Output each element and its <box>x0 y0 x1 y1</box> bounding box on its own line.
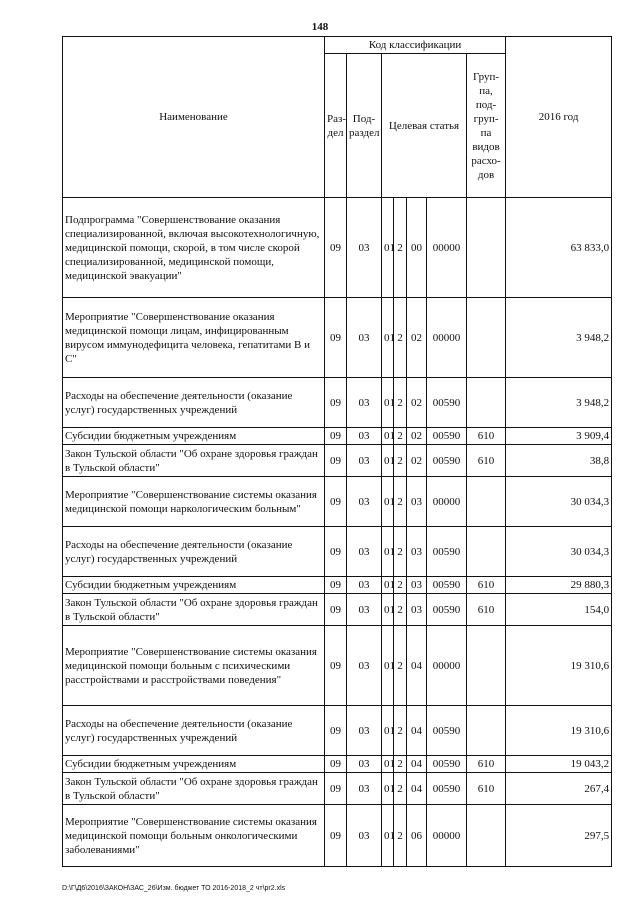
cell-cs3: 04 <box>407 756 427 773</box>
cell-vr <box>467 198 506 298</box>
cell-vr: 610 <box>467 445 506 477</box>
cell-name: Закон Тульской области "Об охране здоровья граждан в Тульской области" <box>63 445 325 477</box>
cell-razdel: 09 <box>325 706 347 756</box>
cell-cs2: 2 <box>394 773 407 805</box>
header-section: Раз-дел <box>325 54 347 198</box>
cell-podrazdel: 03 <box>347 626 382 706</box>
cell-cs4: 00590 <box>427 527 467 577</box>
cell-amount: 63 833,0 <box>506 198 612 298</box>
table-row <box>63 477 612 527</box>
cell-cs2: 2 <box>394 594 407 626</box>
table-header <box>63 37 612 198</box>
cell-cs2: 2 <box>394 445 407 477</box>
header-year: 2016 год <box>506 37 612 198</box>
table-row <box>63 805 612 867</box>
cell-cs2: 2 <box>394 198 407 298</box>
cell-cs4: 00000 <box>427 477 467 527</box>
cell-cs3: 02 <box>407 445 427 477</box>
cell-name: Субсидии бюджетным учреждениям <box>63 428 325 445</box>
cell-cs1: 01 <box>382 477 394 527</box>
cell-amount: 267,4 <box>506 773 612 805</box>
cell-cs2: 2 <box>394 756 407 773</box>
cell-cs1: 01 <box>382 577 394 594</box>
cell-cs1: 01 <box>382 445 394 477</box>
cell-cs2: 2 <box>394 805 407 867</box>
cell-cs1: 01 <box>382 298 394 378</box>
cell-razdel: 09 <box>325 298 347 378</box>
cell-cs2: 2 <box>394 706 407 756</box>
cell-vr: 610 <box>467 577 506 594</box>
cell-cs1: 01 <box>382 805 394 867</box>
table-row <box>63 756 612 773</box>
cell-podrazdel: 03 <box>347 756 382 773</box>
cell-vr <box>467 626 506 706</box>
cell-razdel: 09 <box>325 626 347 706</box>
cell-razdel: 09 <box>325 594 347 626</box>
cell-cs1: 01 <box>382 626 394 706</box>
cell-cs2: 2 <box>394 378 407 428</box>
cell-cs2: 2 <box>394 527 407 577</box>
cell-name: Мероприятие "Совершенствование системы оказания медицинской помощи больным с психическими расстройствами и расстройствами поведения" <box>63 626 325 706</box>
header-group: Груп-па, под-груп-па видов расхо-дов <box>467 54 506 198</box>
budget-table <box>62 36 612 867</box>
cell-amount: 3 909,4 <box>506 428 612 445</box>
cell-name: Расходы на обеспечение деятельности (оказание услуг) государственных учреждений <box>63 378 325 428</box>
cell-cs4: 00590 <box>427 378 467 428</box>
cell-razdel: 09 <box>325 445 347 477</box>
cell-cs3: 03 <box>407 527 427 577</box>
cell-podrazdel: 03 <box>347 527 382 577</box>
table-row <box>63 577 612 594</box>
cell-cs3: 03 <box>407 477 427 527</box>
cell-cs1: 01 <box>382 756 394 773</box>
cell-vr <box>467 477 506 527</box>
cell-name: Закон Тульской области "Об охране здоровья граждан в Тульской области" <box>63 594 325 626</box>
cell-razdel: 09 <box>325 527 347 577</box>
cell-vr <box>467 298 506 378</box>
cell-vr <box>467 527 506 577</box>
table-row <box>63 445 612 477</box>
cell-cs1: 01 <box>382 428 394 445</box>
cell-amount: 29 880,3 <box>506 577 612 594</box>
cell-cs3: 02 <box>407 298 427 378</box>
cell-name: Закон Тульской области "Об охране здоровья граждан в Тульской области" <box>63 773 325 805</box>
cell-cs2: 2 <box>394 626 407 706</box>
cell-name: Субсидии бюджетным учреждениям <box>63 577 325 594</box>
cell-name: Мероприятие "Совершенствование системы оказания медицинской помощи больным онкологическими заболеваниями" <box>63 805 325 867</box>
cell-podrazdel: 03 <box>347 594 382 626</box>
cell-razdel: 09 <box>325 805 347 867</box>
cell-cs1: 01 <box>382 773 394 805</box>
cell-cs4: 00590 <box>427 428 467 445</box>
cell-name: Субсидии бюджетным учреждениям <box>63 756 325 773</box>
cell-cs3: 00 <box>407 198 427 298</box>
cell-podrazdel: 03 <box>347 378 382 428</box>
cell-podrazdel: 03 <box>347 298 382 378</box>
cell-podrazdel: 03 <box>347 805 382 867</box>
cell-podrazdel: 03 <box>347 428 382 445</box>
cell-amount: 3 948,2 <box>506 378 612 428</box>
cell-razdel: 09 <box>325 198 347 298</box>
cell-vr <box>467 706 506 756</box>
cell-cs4: 00000 <box>427 298 467 378</box>
cell-cs4: 00000 <box>427 626 467 706</box>
cell-vr <box>467 378 506 428</box>
cell-name: Расходы на обеспечение деятельности (оказание услуг) государственных учреждений <box>63 527 325 577</box>
file-path-footer: D:\Г\Д6\2016\ЗАКОН\ЗАС_26\Изм. бюджет ТО 2016-2018_2 чт\pr2.xls <box>62 885 286 892</box>
cell-cs4: 00590 <box>427 594 467 626</box>
cell-amount: 3 948,2 <box>506 298 612 378</box>
cell-podrazdel: 03 <box>347 577 382 594</box>
cell-podrazdel: 03 <box>347 706 382 756</box>
header-subsection: Под-раздел <box>347 54 382 198</box>
table-row <box>63 198 612 298</box>
cell-cs4: 00590 <box>427 445 467 477</box>
cell-cs4: 00000 <box>427 198 467 298</box>
cell-cs3: 04 <box>407 706 427 756</box>
page-number: 148 <box>311 21 329 33</box>
cell-cs1: 01 <box>382 594 394 626</box>
cell-vr: 610 <box>467 756 506 773</box>
cell-amount: 30 034,3 <box>506 477 612 527</box>
cell-cs2: 2 <box>394 428 407 445</box>
cell-cs1: 01 <box>382 706 394 756</box>
cell-podrazdel: 03 <box>347 477 382 527</box>
cell-cs4: 00590 <box>427 773 467 805</box>
cell-cs3: 03 <box>407 594 427 626</box>
table-row <box>63 298 612 378</box>
cell-razdel: 09 <box>325 477 347 527</box>
cell-cs3: 04 <box>407 773 427 805</box>
cell-amount: 19 310,6 <box>506 626 612 706</box>
cell-cs1: 01 <box>382 198 394 298</box>
cell-amount: 38,8 <box>506 445 612 477</box>
header-target: Целевая статья <box>382 54 467 198</box>
cell-vr: 610 <box>467 773 506 805</box>
cell-razdel: 09 <box>325 428 347 445</box>
cell-cs3: 02 <box>407 378 427 428</box>
cell-razdel: 09 <box>325 378 347 428</box>
cell-amount: 154,0 <box>506 594 612 626</box>
cell-cs2: 2 <box>394 577 407 594</box>
cell-amount: 297,5 <box>506 805 612 867</box>
cell-amount: 30 034,3 <box>506 527 612 577</box>
cell-vr <box>467 805 506 867</box>
cell-cs2: 2 <box>394 298 407 378</box>
cell-cs3: 02 <box>407 428 427 445</box>
cell-cs2: 2 <box>394 477 407 527</box>
cell-razdel: 09 <box>325 577 347 594</box>
cell-cs1: 01 <box>382 378 394 428</box>
table-body <box>63 198 612 867</box>
cell-cs4: 00000 <box>427 805 467 867</box>
cell-podrazdel: 03 <box>347 773 382 805</box>
cell-cs4: 00590 <box>427 756 467 773</box>
table-row <box>63 594 612 626</box>
table-row <box>63 428 612 445</box>
cell-cs4: 00590 <box>427 706 467 756</box>
cell-amount: 19 043,2 <box>506 756 612 773</box>
cell-cs4: 00590 <box>427 577 467 594</box>
cell-amount: 19 310,6 <box>506 706 612 756</box>
cell-razdel: 09 <box>325 773 347 805</box>
cell-name: Мероприятие "Совершенствование системы оказания медицинской помощи наркологическим больным" <box>63 477 325 527</box>
table-row <box>63 527 612 577</box>
cell-name: Подпрограмма "Совершенствование оказания специализированной, включая высокотехнологичную, медицинской помощи, скорой, в том числе скорой специализированной, медицинской помощи, медицинской эвакуации" <box>63 198 325 298</box>
cell-podrazdel: 03 <box>347 198 382 298</box>
table-row <box>63 626 612 706</box>
table-row <box>63 706 612 756</box>
header-name: Наименование <box>63 37 325 198</box>
cell-cs3: 04 <box>407 626 427 706</box>
cell-cs3: 03 <box>407 577 427 594</box>
cell-name: Расходы на обеспечение деятельности (оказание услуг) государственных учреждений <box>63 706 325 756</box>
cell-podrazdel: 03 <box>347 445 382 477</box>
cell-cs1: 01 <box>382 527 394 577</box>
cell-razdel: 09 <box>325 756 347 773</box>
table-row <box>63 773 612 805</box>
cell-name: Мероприятие "Совершенствование оказания медицинской помощи лицам, инфицированным вирусом иммунодефицита человека, гепатитами В и С" <box>63 298 325 378</box>
header-classification: Код классификации <box>325 37 506 54</box>
table-row <box>63 378 612 428</box>
cell-cs3: 06 <box>407 805 427 867</box>
cell-vr: 610 <box>467 428 506 445</box>
cell-vr: 610 <box>467 594 506 626</box>
